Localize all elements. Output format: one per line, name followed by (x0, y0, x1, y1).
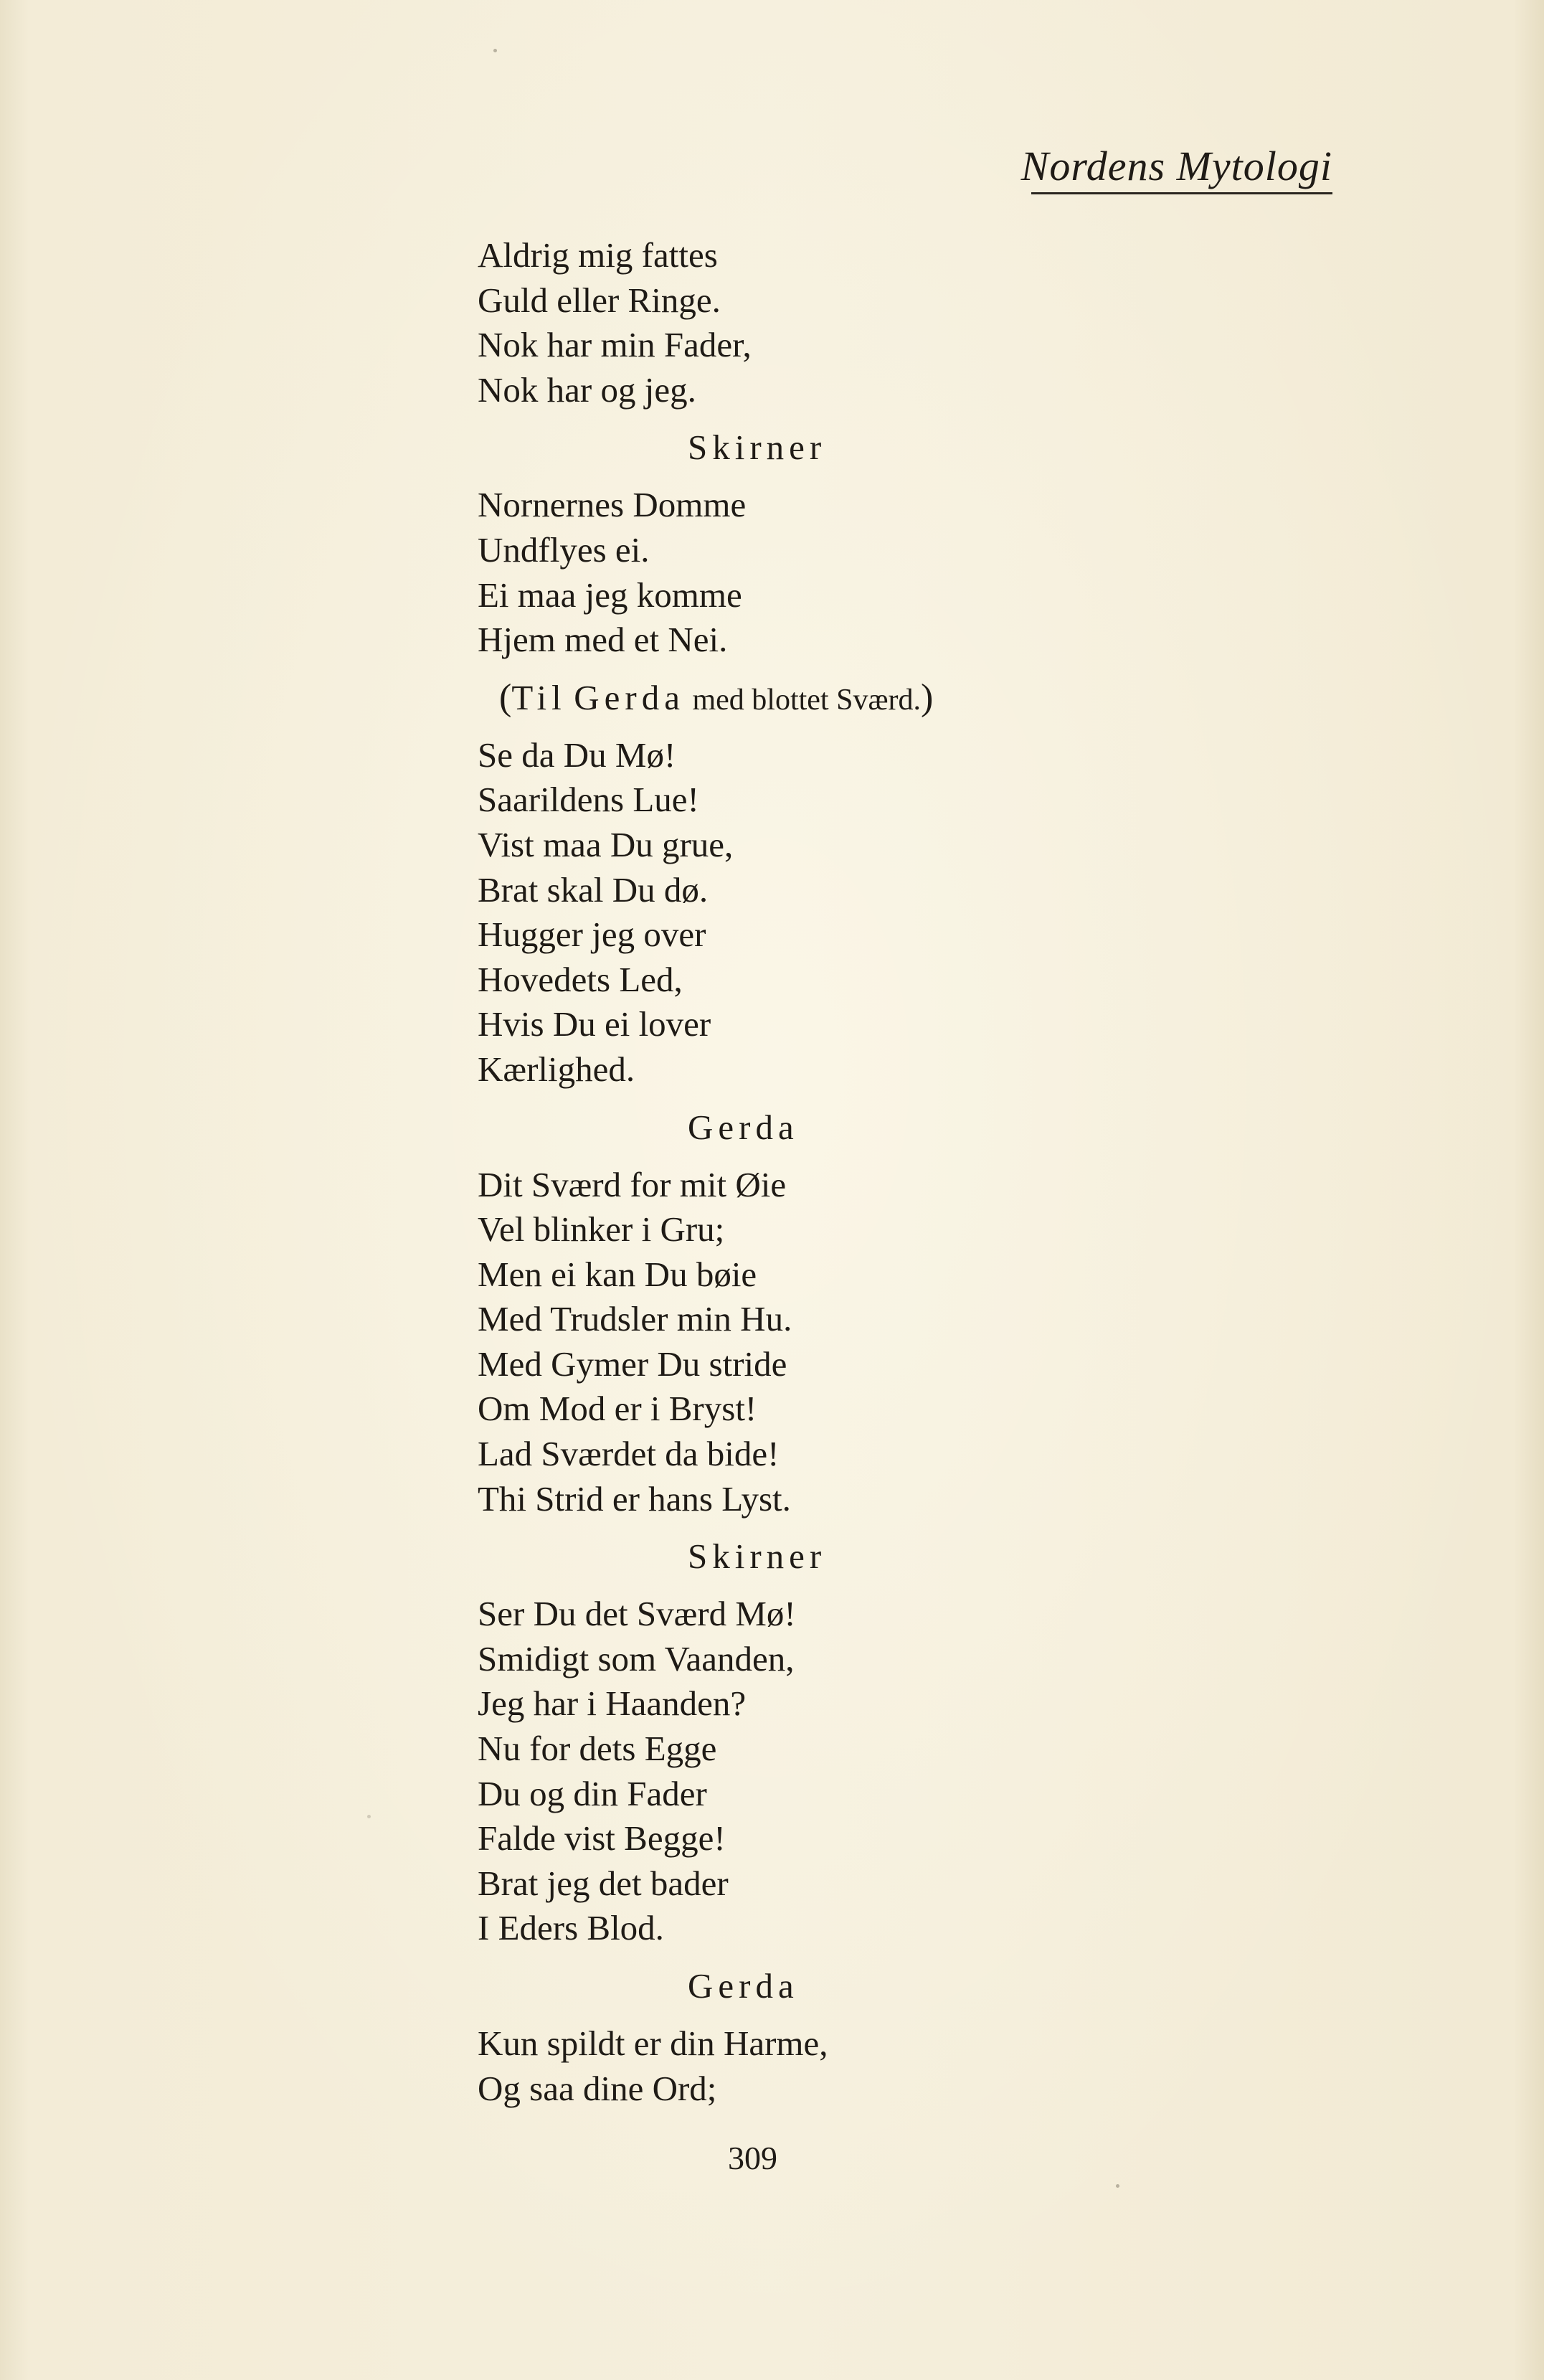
verse-line: Jeg har i Haanden? (478, 1684, 747, 1724)
verse-line: Brat skal Du dø. (478, 869, 709, 910)
speaker-name: Skirner (688, 428, 827, 468)
verse-line: Og saa dine Ord; (478, 2068, 717, 2108)
stage-text: med blottet Sværd. (692, 683, 921, 717)
verse-line: Lad Sværdet da bide! (478, 1434, 780, 1474)
stage-character-name: Gerda (574, 677, 685, 717)
verse-line: Saarildens Lue! (478, 780, 699, 820)
verse-line: Guld eller Ringe. (478, 280, 721, 320)
paper-speck (367, 1815, 371, 1818)
verse-line: Nu for dets Egge (478, 1729, 717, 1769)
verse-line: Du og din Fader (478, 1773, 707, 1813)
stanza (478, 1163, 1410, 1522)
speaker-name: Gerda (688, 1107, 799, 1147)
verse-line: Nok har og jeg. (478, 369, 696, 410)
verse-line: Ei maa jeg komme (478, 575, 742, 615)
verse-line: Om Mod er i Bryst! (478, 1389, 757, 1429)
stage-open-paren: ( (499, 676, 512, 718)
stanza (478, 1592, 1410, 1951)
verse-line: Se da Du Mø! (478, 735, 676, 775)
verse-line: Nornernes Domme (478, 485, 747, 525)
verse-line: Hjem med et Nei. (478, 620, 728, 660)
stage-close-paren: ) (920, 676, 934, 718)
verse-line: Undflyes ei. (478, 529, 650, 570)
verse-line: Brat jeg det bader (478, 1863, 729, 1903)
page-number: 309 (728, 2140, 777, 2176)
verse-line: Smidigt som Vaanden, (478, 1638, 795, 1678)
verse-line: Kærlighed. (478, 1049, 635, 1089)
verse-line: Hovedets Led, (478, 959, 683, 999)
verse-line: Dit Sværd for mit Øie (478, 1164, 787, 1204)
verse-block (478, 233, 1410, 2111)
verse-line: Thi Strid er hans Lyst. (478, 1478, 791, 1519)
stage-til: Til (511, 677, 567, 717)
stanza (478, 2021, 1410, 2111)
running-head: Nordens Mytologi (1020, 143, 1332, 189)
verse-line: Vist maa Du grue, (478, 824, 734, 864)
stanza (478, 233, 1410, 412)
verse-line: Med Gymer Du stride (478, 1344, 787, 1384)
speaker-name: Gerda (688, 1966, 799, 2006)
verse-line: Ser Du det Sværd Mø! (478, 1594, 796, 1634)
verse-line: Nok har min Fader, (478, 325, 752, 365)
verse-line: Med Trudsler min Hu. (478, 1299, 792, 1339)
verse-line: Vel blinker i Gru; (478, 1209, 725, 1250)
verse-line: Hugger jeg over (478, 915, 706, 955)
speaker-name: Skirner (688, 1536, 827, 1577)
verse-line: I Eders Blod. (478, 1908, 664, 1948)
verse-line: Hvis Du ei lover (478, 1004, 711, 1044)
verse-line: Men ei kan Du bøie (478, 1254, 757, 1294)
verse-line: Falde vist Begge! (478, 1818, 726, 1859)
paper-speck (493, 49, 497, 52)
stanza (478, 733, 1410, 1092)
verse-line: Aldrig mig fattes (478, 235, 718, 275)
paper-speck (1116, 2184, 1119, 2188)
header-rule (1031, 192, 1332, 194)
verse-line: Kun spildt er din Harme, (478, 2024, 828, 2063)
stage-direction (499, 676, 1410, 720)
stanza (478, 483, 1410, 662)
